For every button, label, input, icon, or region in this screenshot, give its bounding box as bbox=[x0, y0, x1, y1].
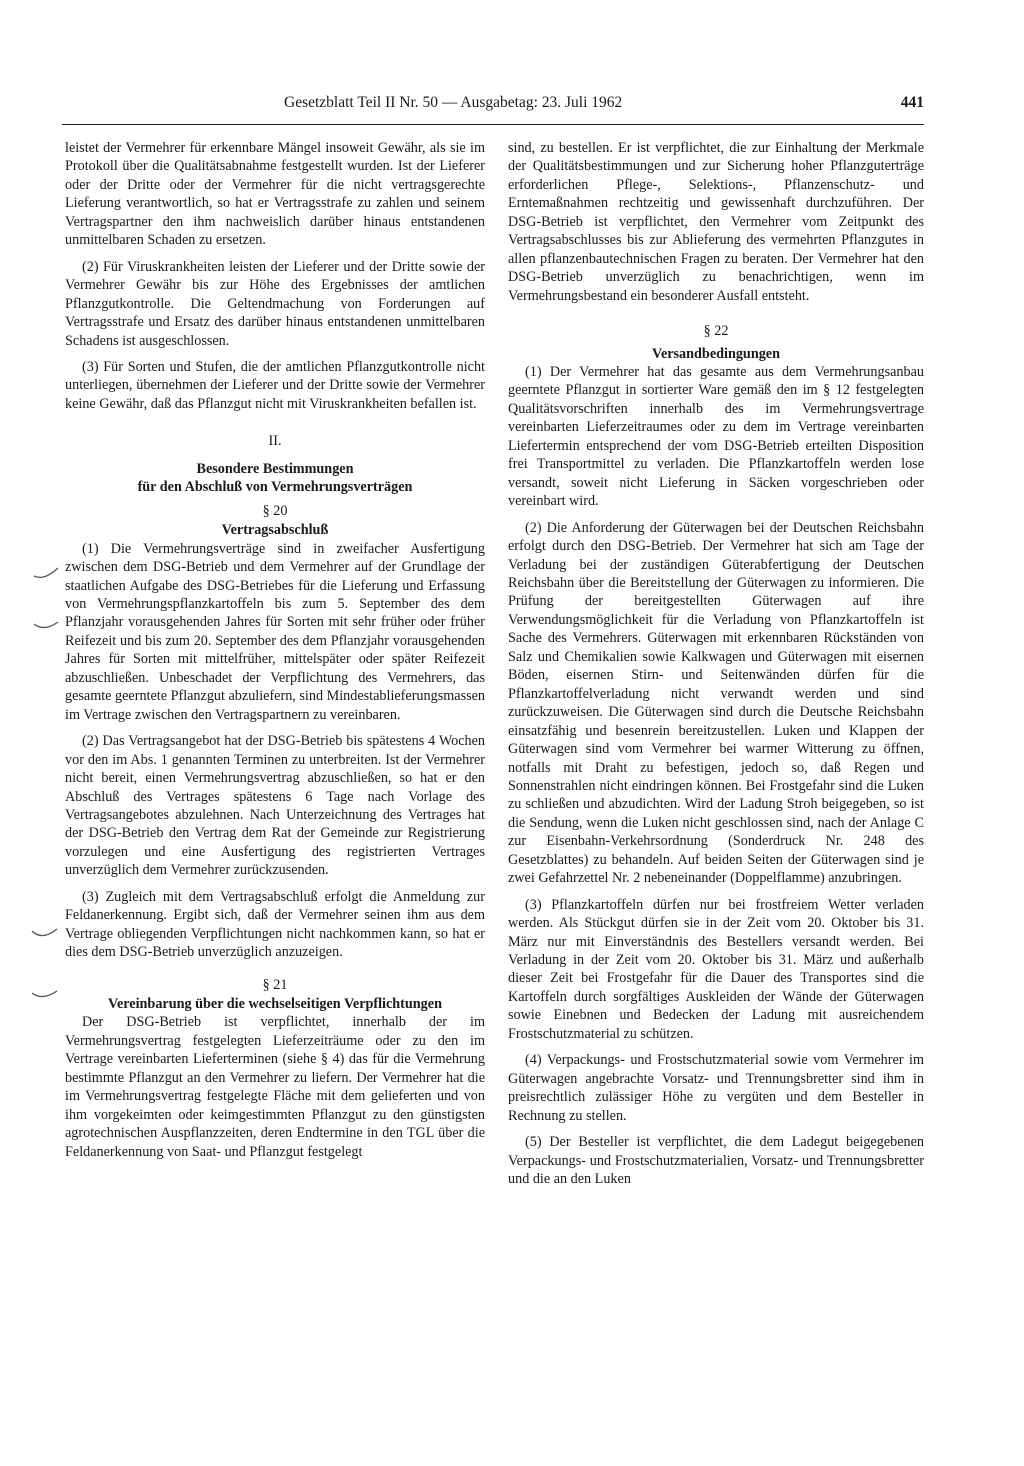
paragraph: (2) Für Viruskrankheiten leisten der Lieferer und der Dritte sowie der Vermehrer Gewähr bis zur Höhe des Ergebnisses der amtlichen Pflanzgutkontrolle. Die Geltendmachung von Forderungen auf Vertragsstrafe und Ersatz des darüber hinaus entstandenen unmittelbaren Schadens ist ausgeschlossen. bbox=[65, 258, 485, 349]
margin-pen-mark bbox=[32, 616, 62, 634]
margin-pen-mark bbox=[30, 985, 60, 1003]
header-rule bbox=[62, 124, 924, 125]
header-title: Gesetzblatt Teil II Nr. 50 — Ausgabetag: 23. Juli 1962 bbox=[284, 94, 623, 111]
paragraph: (4) Verpackungs- und Frostschutzmaterial sowie vom Vermehrer im Güterwagen angebrachte Vorsatz- und Trennungsbretter sind ihm in preisrechtlich zulässiger Höhe zu vergüten und dem Besteller in Rechnung zu stellen. bbox=[508, 1052, 924, 1124]
section-title: Vertragsabschluß bbox=[221, 522, 329, 539]
part-title: für den Abschluß von Vermehrungsverträgen bbox=[137, 479, 413, 496]
paragraph: (3) Zugleich mit dem Vertragsabschluß erfolgt die Anmeldung zur Feldanerkennung. Ergibt sich, daß der Vermehrer seinen ihm aus dem Vertrage obliegenden Verpflichtungen nicht nachkommen kann, so hat er dies dem DSG-Betrieb unverzüglich anzuzeigen. bbox=[65, 888, 485, 961]
paragraph: Der DSG-Betrieb ist verpflichtet, innerhalb der im Vermehrungsvertrag festgelegten Lieferzeiträume oder zu den im Vertrage vereinbarten Lieferterminen (siehe § 4) das für die Vermehrung bestimmte Pflanzgut an den Vermehrer zu liefern. Der Vermehrer hat die im Vermehrungsvertrag festgelegte Fläche mit dem gelieferten und von ihm vorgekeimten oder keimgestimmten Pflanzgut zu den günstigsten agrotechnischen Auspflanzzeiten, deren Endtermine in den TGL über die Feldanerkennung von Saat- und Pflanzgut festgelegt bbox=[65, 1014, 485, 1160]
section-title: Versandbedingungen bbox=[652, 345, 780, 362]
section-number: § 22 bbox=[703, 323, 729, 340]
section-number: § 20 bbox=[262, 502, 288, 519]
page-number: 441 bbox=[900, 94, 924, 111]
paragraph: (2) Die Anforderung der Güterwagen bei der Deutschen Reichsbahn erfolgt durch den DSG-Betrieb. Der Vermehrer hat sich am Tage der Verladung bei der zuständigen Güterabfertigung der Deutschen Reichsbahn über die Bereitstellung der Güterwagen zu informieren. Die Prüfung der bereitgestellten Güterwagen auf ihre Verwendungsmöglichkeit für die Verladung von Pflanzkartoffeln ist Sache des Vermehrers. Güterwagen mit erkennbaren Rückständen von Salz und Chemikalien sowie Kalkwagen und Güterwagen mit eisernen Böden, eisernen Stirn- und Seitenwänden dürfen für die Pflanzkartoffelverladung nicht verwandt werden und sind zurückzuweisen. Die Güterwagen sind durch die Deutsche Reichsbahn einsatzfähig und besenrein bereitzustellen. Luken und Klappen der Güterwagen sind vom Vermehrer bei warmer Witterung zu öffnen, notfalls mit Draht zu befestigen, jedoch so, daß Regen und Sonnenstrahlen nicht eindringen können. Bei Frostgefahr sind die Luken zu schließen und abzudichten. Wird der Ladung Stroh beigegeben, so ist die Sendung, wenn die Luken nicht geschlossen sind, nach der Anlage C zur Eisenbahn-Verkehrsordnung (Sonderdruck Nr. 248 des Gesetzblattes) zu behandeln. Auf beiden Seiten der Güterwagen sind je zwei Gefahrzettel Nr. 2 nebeneinander (Doppelflamme) anzubringen. bbox=[508, 519, 924, 887]
part-number: II. bbox=[268, 433, 282, 450]
right-column bbox=[508, 139, 924, 1188]
margin-pen-mark bbox=[32, 564, 62, 582]
paragraph: sind, zu bestellen. Er ist verpflichtet, die zur Einhaltung der Merkmale der Qualitätsbestimmungen und zur Sicherung hoher Pflanzguterträge erforderlichen Pflege-, Selektions-, Pflanzenschutz- und Erntemaßnahmen rechtzeitig und gewissenhaft durchzuführen. Der DSG-Betrieb ist verpflichtet, den Vermehrer vom Zeitpunkt des Vertragsabschlusses bis zur Ablieferung des vermehrten Pflanzgutes in allen pflanzenbautechnischen Fragen zu beraten. Der Vermehrer hat den DSG-Betrieb unverzüglich zu benachrichtigen, wenn im Vermehrungsbestand ein besonderer Ausfall entsteht. bbox=[508, 140, 924, 304]
page-header bbox=[62, 94, 924, 124]
paragraph: leistet der Vermehrer für erkennbare Mängel insoweit Gewähr, als sie im Protokoll über die Qualitätsabnahme festgestellt wurden. Ist der Lieferer oder der Dritte oder der Vermehrer für die nicht vertragsgerechte Lieferung verantwortlich, so hat er Vertragsstrafe zu zahlen und seinem Vertragspartner den ihm nachweislich darüber hinaus entstandenen unmittelbaren Schaden zu ersetzen. bbox=[65, 140, 485, 249]
paragraph: (1) Die Vermehrungsverträge sind in zweifacher Ausfertigung zwischen dem DSG-Betrieb und dem Vermehrer auf der Grundlage der staatlichen Aufgabe des DSG-Betriebes für die Lieferung und Erfassung von Vermehrungspflanzkartoffeln bis zum 5. September des dem Pflanzjahr vorausgehenden Jahres für Sorten mit sehr früher oder früher Reifezeit und bis zum 20. September des dem Pflanzjahr vorausgehenden Jahres für Sorten mit mittelfrüher, mittelspäter oder später Reifezeit abzuschließen. Unbeschadet der Verpflichtung des Vermehrers, das gesamte geerntete Pflanzgut abzuliefern, sind Mindestablieferungsmassen im Vertrage zwischen den Vertragspartnern zu vereinbaren. bbox=[65, 540, 485, 723]
paragraph: (3) Pflanzkartoffeln dürfen nur bei frostfreiem Wetter verladen werden. Als Stückgut dürfen sie in der Zeit vom 20. Oktober bis 31. März nur mit Einverständnis des Bestellers versandt werden. Bei Verladung in der Zeit vom 20. Oktober bis 31. März und außerhalb dieser Zeit bei Frostgefahr für die Dauer des Transportes sind die Kartoffeln durch sorgfältiges Auskleiden der Wände der Güterwagen sowie Einebnen und Bedecken der Ladung mit ausreichendem Frostschutzmaterial zu schützen. bbox=[508, 896, 924, 1042]
paragraph: (3) Für Sorten und Stufen, die der amtlichen Pflanzgutkontrolle nicht unterliegen, übernehmen der Lieferer und der Dritte sowie der Vermehrer keine Gewähr, daß das Pflanzgut nicht mit Viruskrankheiten befallen ist. bbox=[65, 358, 485, 412]
part-title: Besondere Bestimmungen bbox=[196, 460, 354, 477]
margin-pen-mark bbox=[30, 925, 60, 943]
section-number: § 21 bbox=[262, 976, 288, 993]
paragraph: (2) Das Vertragsangebot hat der DSG-Betrieb bis spätestens 4 Wochen vor den im Abs. 1 genannten Terminen zu unterbreiten. Ist der Vermehrer nicht bereit, einen Vermehrungsvertrag abzuschließen, so hat er den Abschluß des Vertrages spätestens 6 Tage nach Vorlage des Vertragsangebotes abzulehnen. Nach Unterzeichnung des Vertrages hat der DSG-Betrieb den Vertrag dem Rat der Gemeinde zur Registrierung vorzulegen und eine Ausfertigung des registrierten Vertrages unverzüglich dem Vermehrer zurückzusenden. bbox=[65, 733, 485, 879]
left-column bbox=[65, 139, 485, 1161]
paragraph: (1) Der Vermehrer hat das gesamte aus dem Vermehrungsanbau geerntete Pflanzgut in sortierter Ware gemäß den im § 12 festgelegten Qualitätsvorschriften innerhalb des im Vermehrungsvertrage vereinbarten Lieferzeitraumes oder zu dem im Vertrage vereinbarten Liefertermin entsprechend der vom DSG-Betrieb erteilten Disposition frei Transportmittel zu verladen. Die Pflanzkartoffeln werden lose versandt, soweit nicht Lieferung in Säcken vorgeschrieben oder vereinbart wird. bbox=[508, 363, 924, 510]
section-title: Vereinbarung über die wechselseitigen Verpflichtungen bbox=[108, 996, 442, 1013]
paragraph: (5) Der Besteller ist verpflichtet, die dem Ladegut beigegebenen Verpackungs- und Frostschutzmaterialien, Vorsatz- und Trennungsbretter und die an den Luken bbox=[508, 1134, 924, 1188]
